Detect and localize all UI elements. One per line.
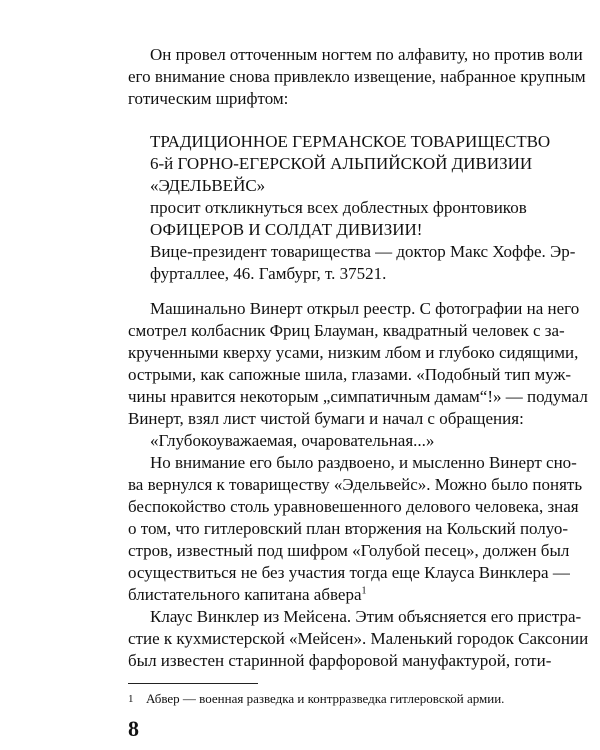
notice-line: «ЭДЕЛЬВЕЙС» [150, 176, 266, 195]
paragraph2-line: крученными кверху усами, низким лбом и глубоко сидящими, [128, 343, 579, 362]
paragraph2-line: Винерт, взял лист чистой бумаги и начал с обращения: [128, 409, 524, 428]
footnote-rule [128, 683, 258, 684]
notice-line: ТРАДИЦИОННОЕ ГЕРМАНСКОЕ ТОВАРИЩЕСТВО [150, 132, 551, 151]
paragraph1-line: готическим шрифтом: [128, 89, 289, 108]
footnote-number: 1 [128, 693, 134, 705]
paragraph1-line: его внимание снова привлекло извещение, набранное крупным [128, 67, 586, 86]
footnote-reference: 1 [361, 585, 367, 597]
paragraph2-line: чины нравится некоторым „симпатичным дамам“!» — подумал [128, 387, 588, 406]
paragraph3-line [128, 584, 542, 606]
notice-line: ОФИЦЕРОВ И СОЛДАТ ДИВИЗИИ! [150, 220, 423, 239]
paragraph3-line: беспокойство столь уравновешенного делового человека, зная [128, 497, 579, 516]
page-number: 8 [128, 716, 139, 741]
paragraph4-line: был известен старинной фарфоровой мануфактурой, готи- [128, 651, 552, 670]
paragraph4-line: Клаус Винклер из Мейсена. Этим объясняется его пристра- [150, 607, 582, 626]
paragraph3-line: о том, что гитлеровский план вторжения на Кольский полуо- [128, 519, 569, 538]
paragraph2-line: Машинально Винерт открыл реестр. С фотографии на него [150, 299, 580, 318]
footnote-text: Абвер — военная разведка и контрразведка гитлеровской армии. [146, 691, 505, 706]
notice-line: 6-й ГОРНО-ЕГЕРСКОЙ АЛЬПИЙСКОЙ ДИВИЗИИ [150, 154, 533, 173]
paragraph2-line: смотрел колбасник Фриц Блауман, квадратный человек с за- [128, 321, 565, 340]
notice-line: фурталлее, 46. Гамбург, т. 37521. [150, 264, 387, 283]
paragraph3-line: стров, известный под шифром «Голубой песец», должен был [128, 541, 570, 560]
paragraph2-line: «Глубокоуважаемая, очаровательная...» [150, 431, 435, 450]
paragraph4-line: стие к кухмистерской «Мейсен». Маленький городок Саксонии [128, 629, 589, 648]
footnote [128, 690, 504, 708]
paragraph3-line: осуществиться не без участия тогда еще Клауса Винклера — [128, 563, 570, 582]
paragraph1-line: Он провел отточенным ногтем по алфавиту, но против воли [150, 45, 583, 64]
notice-line: Вице-президент товарищества — доктор Макс Хоффе. Эр- [150, 242, 576, 261]
paragraph2-line: острыми, как сапожные шила, глазами. «Подобный тип муж- [128, 365, 571, 384]
notice-line: просит откликнуться всех доблестных фронтовиков [150, 198, 527, 217]
paragraph3-line: Но внимание его было раздвоено, и мысленно Винерт сно- [150, 453, 577, 472]
paragraph3-last-text: блистательного капитана абвера [128, 585, 362, 604]
paragraph3-line: ва вернулся к товариществу «Эдельвейс». Можно было понять [128, 475, 583, 494]
